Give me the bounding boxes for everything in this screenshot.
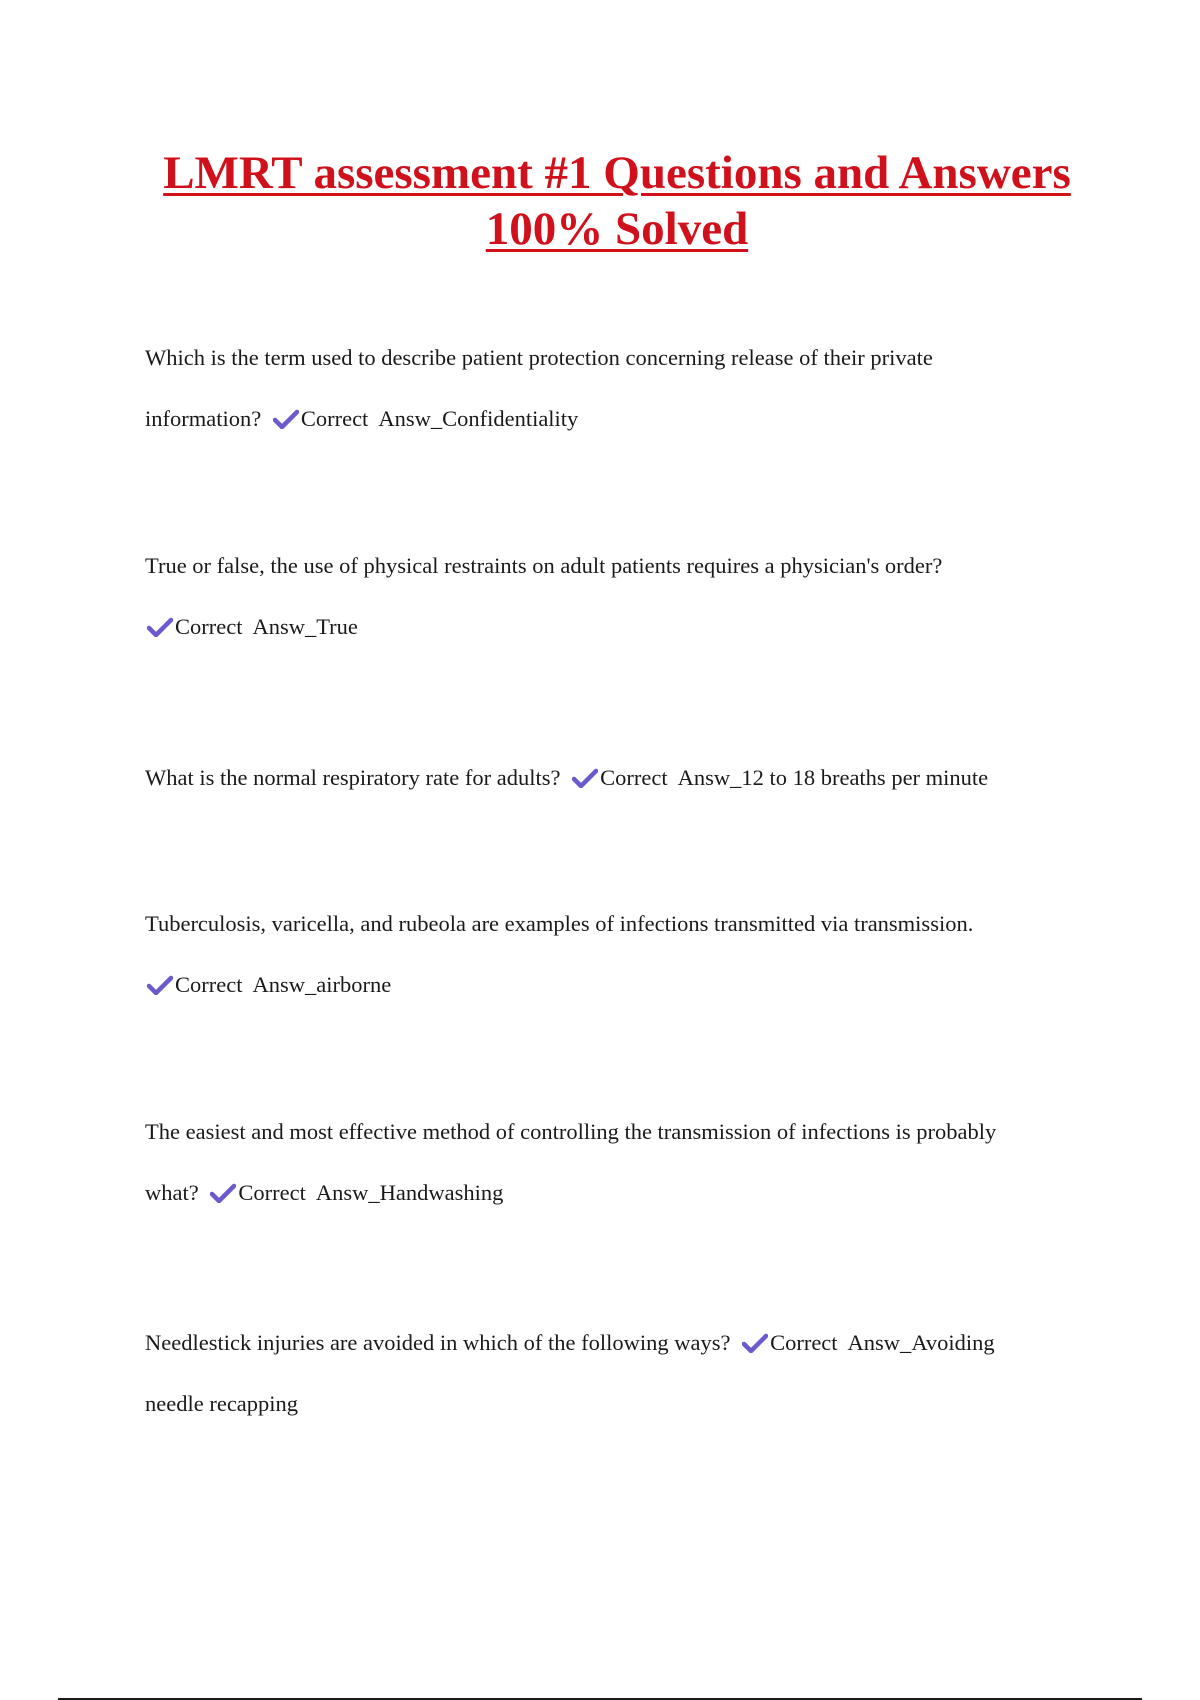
answer-prefix: Correct Answ_ [300,406,443,431]
qa-item-4 [145,893,1075,1015]
qa-item-1 [145,327,1075,449]
answer-prefix: Correct Answ_ [175,614,317,639]
answer-prefix: Correct Answ_ [175,972,317,997]
answer-text: airborne [316,972,392,997]
answer-text: True [316,614,358,639]
qa-item-2 [145,535,1075,657]
answer-prefix: Correct Answ_ [770,1330,912,1355]
qa-item-6 [145,1312,1075,1434]
answer-text: 12 to 18 breaths per minute [741,765,989,790]
checkmark-icon [742,1333,768,1353]
qa-item-5 [145,1101,1075,1223]
answer-text: Confidentiality [442,406,579,431]
question-text: What is the normal respiratory rate for adults? [145,765,561,790]
checkmark-icon [147,617,173,637]
question-text-cont: information? [145,406,262,431]
checkmark-icon [273,409,299,429]
checkmark-icon [147,975,173,995]
question-text-cont: what? [145,1180,199,1205]
answer-text: Avoiding [911,1330,995,1355]
checkmark-icon [210,1183,236,1203]
title-line-1: LMRT assessment #1 Questions and Answers [163,147,1071,199]
question-text: True or false, the use of physical restraints on adult patients requires a physician's order? [145,553,943,578]
answer-text: Handwashing [379,1180,504,1205]
question-text: Which is the term used to describe patient protection concerning release of their private [145,345,933,370]
answer-text-cont: needle recapping [145,1391,299,1416]
document-title [100,145,1134,257]
question-text: The easiest and most effective method of controlling the transmission of infections is probably [145,1119,997,1144]
question-text: Tuberculosis, varicella, and rubeola are examples of infections transmitted via transmission. [145,911,974,936]
question-text: Needlestick injuries are avoided in which of the following ways? [145,1330,731,1355]
qa-item-3 [145,747,1075,808]
answer-prefix: Correct Answ_ [600,765,742,790]
title-line-2: 100% Solved [485,203,749,255]
checkmark-icon [572,768,598,788]
answer-prefix: Correct Answ_ [238,1180,380,1205]
